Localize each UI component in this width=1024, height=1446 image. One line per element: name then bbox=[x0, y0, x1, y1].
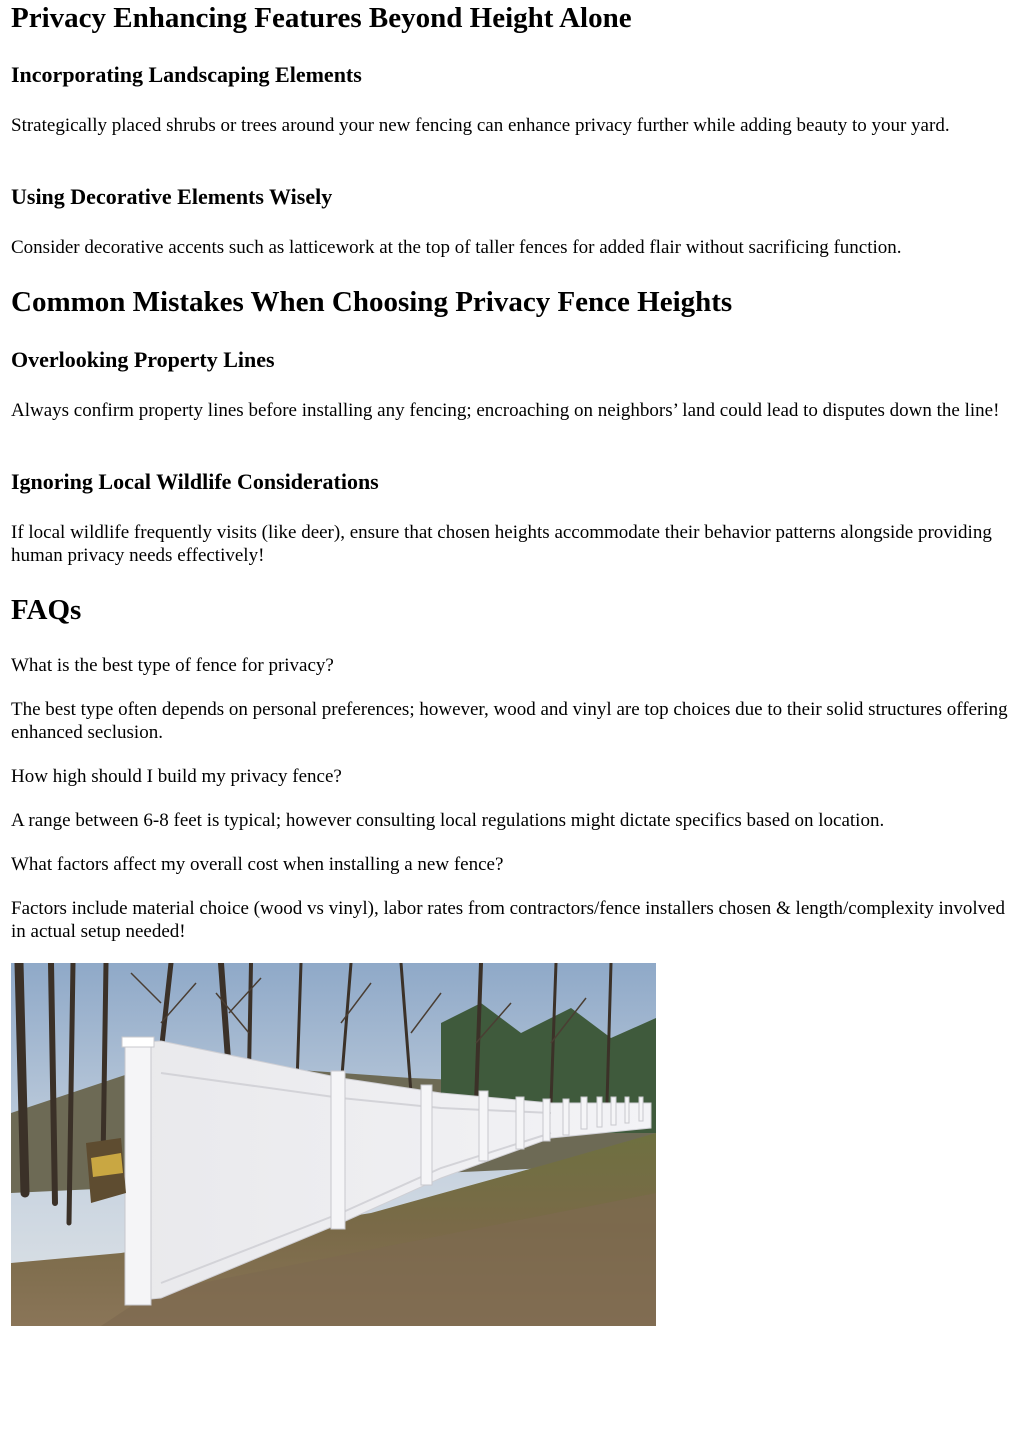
faq-answer-1: The best type often depends on personal preferences; however, wood and vinyl are top choices due to their solid structures offering enhanced seclusion. bbox=[11, 699, 1008, 743]
faq-question-1: What is the best type of fence for privacy? bbox=[11, 655, 334, 676]
section-heading-privacy-features: Privacy Enhancing Features Beyond Height Alone bbox=[11, 2, 632, 34]
subheading-landscaping: Incorporating Landscaping Elements bbox=[11, 62, 362, 87]
paragraph-property-lines: Always confirm property lines before installing any fencing; encroaching on neighbors’ land could lead to disputes down the line! bbox=[11, 400, 1000, 421]
faq-answer-2: A range between 6-8 feet is typical; however consulting local regulations might dictate specifics based on location. bbox=[11, 810, 885, 831]
subheading-decorative: Using Decorative Elements Wisely bbox=[11, 184, 333, 209]
paragraph-landscaping: Strategically placed shrubs or trees around your new fencing can enhance privacy further while adding beauty to your yard. bbox=[11, 115, 950, 136]
subheading-property-lines: Overlooking Property Lines bbox=[11, 347, 275, 372]
faq-question-2: How high should I build my privacy fence? bbox=[11, 766, 342, 787]
section-heading-faqs: FAQs bbox=[11, 594, 82, 626]
paragraph-wildlife: If local wildlife frequently visits (like deer), ensure that chosen heights accommodate their behavior patterns alongside providing human privacy needs effectively! bbox=[11, 522, 992, 566]
paragraph-decorative: Consider decorative accents such as latticework at the top of taller fences for added flair without sacrificing function. bbox=[11, 237, 902, 258]
faq-question-3: What factors affect my overall cost when installing a new fence? bbox=[11, 854, 504, 875]
subheading-wildlife: Ignoring Local Wildlife Considerations bbox=[11, 469, 379, 494]
section-heading-common-mistakes: Common Mistakes When Choosing Privacy Fence Heights bbox=[11, 286, 733, 318]
fence-photo bbox=[11, 963, 656, 1326]
faq-answer-3: Factors include material choice (wood vs vinyl), labor rates from contractors/fence installers chosen & length/complexity involved in actual setup needed! bbox=[11, 898, 1006, 942]
